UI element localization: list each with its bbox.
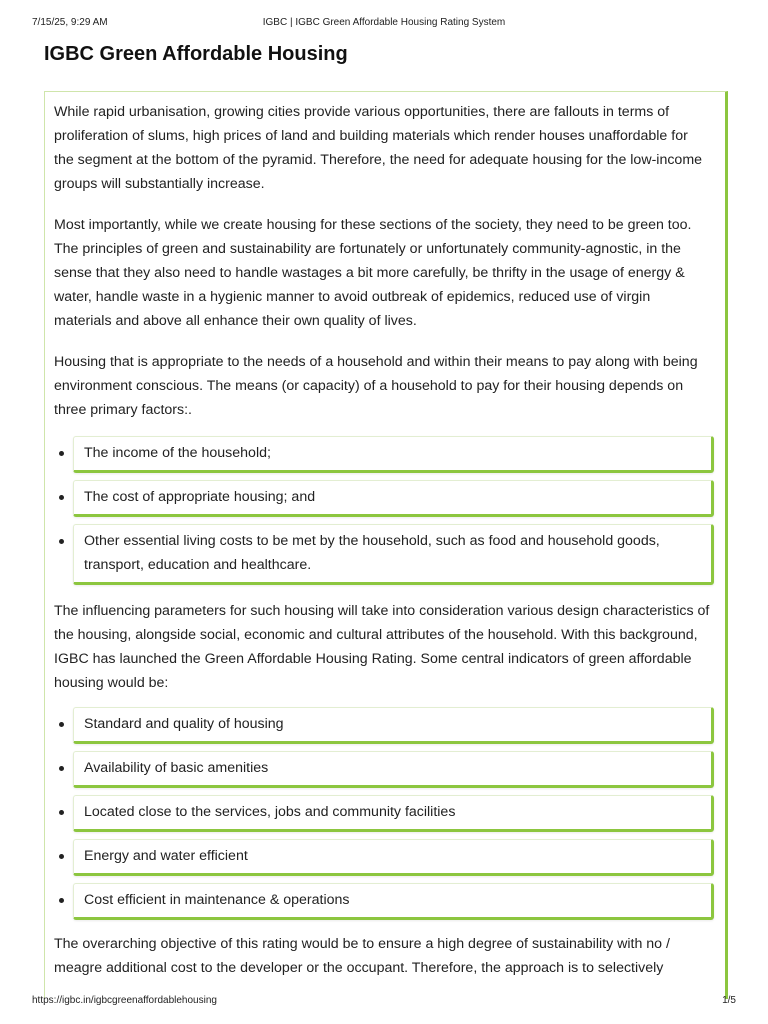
list-item: [73, 707, 714, 744]
list-item: [73, 795, 714, 832]
list-item: [73, 480, 714, 517]
indicator-item-maintenance: Cost efficient in maintenance & operations: [73, 883, 714, 920]
indicator-item-efficiency: Energy and water efficient: [73, 839, 714, 876]
indicator-item-quality: Standard and quality of housing: [73, 707, 714, 744]
factor-item-living-costs: Other essential living costs to be met by the household, such as food and household goods, transport, education and healthcare.: [73, 524, 714, 585]
green-housing-paragraph: Most importantly, while we create housing for these sections of the society, they need to be green too. The principles of green and sustainability are fortunately or unfortunately community-agnostic, in the sense that they also need to handle wastages a bit more carefully, be thrifty in the usage of energy & water, handle waste in a hygienic manner to avoid outbreak of epidemics, reduced use of virgin materials and above all enhance their own quality of lives.: [54, 217, 692, 329]
print-document-title: IGBC | IGBC Green Affordable Housing Rating System: [262, 17, 506, 28]
page-title: IGBC Green Affordable Housing: [44, 43, 348, 65]
factors-intro-paragraph: Housing that is appropriate to the needs of a household and within their means to pay along with being environment conscious. The means (or capacity) of a household to pay for their housing depends on three primary factors:.: [54, 354, 698, 418]
indicator-item-location: Located close to the services, jobs and community facilities: [73, 795, 714, 832]
list-item: [73, 839, 714, 876]
print-header: [32, 17, 736, 31]
factor-item-income: The income of the household;: [73, 436, 714, 473]
intro-paragraph: While rapid urbanisation, growing cities provide various opportunities, there are fallouts in terms of proliferation of slums, high prices of land and building materials which render houses unaffordable for the segment at the bottom of the pyramid. Therefore, the need for adequate housing for the low-income groups will substantially increase.: [54, 104, 703, 192]
print-footer: [32, 995, 736, 1009]
list-item: [73, 751, 714, 788]
indicators-list: [54, 707, 711, 920]
page-indicator: 1/5: [722, 995, 736, 1006]
list-item: [73, 436, 714, 473]
content-box: [44, 91, 728, 999]
indicator-item-amenities: Availability of basic amenities: [73, 751, 714, 788]
factors-list: [54, 436, 711, 585]
list-item: [73, 883, 714, 920]
print-datetime: 7/15/25, 9:29 AM: [32, 17, 108, 28]
indicators-intro-paragraph: The influencing parameters for such housing will take into consideration various design characteristics of the housing, alongside social, economic and cultural attributes of the household. With this background, IGBC has launched the Green Affordable Housing Rating. Some central indicators of green affordable housing would be:: [54, 603, 710, 691]
list-item: [73, 524, 714, 585]
print-url: https://igbc.in/igbcgreenaffordablehousing: [32, 995, 217, 1006]
factor-item-housing-cost: The cost of appropriate housing; and: [73, 480, 714, 517]
objective-paragraph: The overarching objective of this rating would be to ensure a high degree of sustainability with no / meagre additional cost to the developer or the occupant. Therefore, the approach is to selectively: [54, 936, 670, 976]
